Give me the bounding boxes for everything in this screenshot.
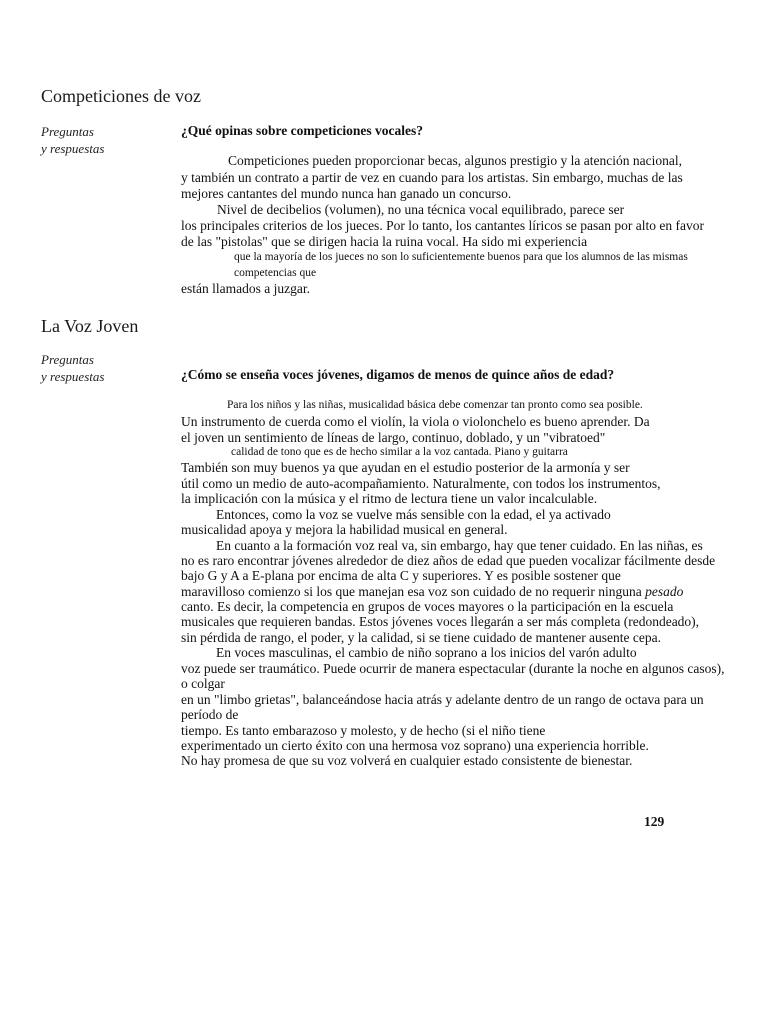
text-line: En cuanto a la formación voz real va, sin embargo, hay que tener cuidado. En las niñas, es [216, 538, 703, 553]
text-line: tiempo. Es tanto embarazoso y molesto, y de hecho (si el niño tiene [181, 723, 546, 738]
text-line: el joven un sentimiento de líneas de largo, continuo, doblado, y un "vibratoed" [181, 430, 606, 445]
text-line: no es raro encontrar jóvenes alrededor de diez años de edad que pueden vocalizar fácilmente desde [181, 553, 716, 568]
text-line: o colgar [181, 676, 225, 691]
text-line: útil como un medio de auto-acompañamiento. Naturalmente, con todos los instrumentos, [181, 476, 661, 491]
text-line: En voces masculinas, el cambio de niño soprano a los inicios del varón adulto [216, 645, 637, 660]
side-label-line: Preguntas [41, 124, 94, 139]
text-line: experimentado un cierto éxito con una hermosa voz soprano) una experiencia horrible. [181, 738, 649, 753]
question-heading: ¿Qué opinas sobre competiciones vocales? [181, 123, 423, 138]
text-line: sin pérdida de rango, el poder, y la calidad, si se tiene cuidado de mantener ausente cepa. [181, 630, 662, 645]
text-line: que la mayoría de los jueces no son lo suficientemente buenos para que los alumnos de las mismas [234, 251, 688, 263]
text-line: competencias que [234, 267, 317, 279]
text-line: canto. Es decir, la competencia en grupos de voces mayores o la participación en la escuela [181, 599, 674, 614]
text-line: Un instrumento de cuerda como el violín, la viola o violonchelo es bueno aprender. Da [181, 414, 650, 429]
text-line: Competiciones pueden proporcionar becas, algunos prestigio y la atención nacional, [228, 153, 682, 168]
side-label-line: y respuestas [41, 141, 105, 156]
text-line: calidad de tono que es de hecho similar a la voz cantada. Piano y guitarra [231, 446, 568, 458]
text-line: período de [181, 707, 239, 722]
side-label [41, 123, 104, 157]
side-label-line: y respuestas [41, 369, 105, 384]
text-line: Para los niños y las niñas, musicalidad básica debe comenzar tan pronto como sea posible. [227, 399, 643, 411]
section-title: Competiciones de voz [41, 86, 201, 106]
text-line: mejores cantantes del mundo nunca han ganado un concurso. [181, 186, 512, 201]
text-line: voz puede ser traumático. Puede ocurrir de manera espectacular (durante la noche en algunos casos), [181, 661, 725, 676]
section-title: La Voz Joven [41, 316, 139, 336]
text-segment: maravilloso comienzo si los que manejan esa voz son cuidado de no requerir ninguna [181, 584, 642, 599]
text-line: No hay promesa de que su voz volverá en cualquier estado consistente de bienestar. [181, 753, 633, 768]
text-line: en un "limbo grietas", balanceándose hacia atrás y adelante dentro de un rango de octava para un [181, 692, 704, 707]
text-line: También son muy buenos ya que ayudan en el estudio posterior de la armonía y ser [181, 460, 630, 475]
italic-word: pesado [645, 584, 684, 599]
text-line: y también un contrato a partir de vez en cuando para los artistas. Sin embargo, muchas de las [181, 170, 683, 185]
question-heading: ¿Cómo se enseña voces jóvenes, digamos de menos de quince años de edad? [181, 367, 615, 382]
text-line [181, 584, 683, 600]
side-label-line: Preguntas [41, 352, 94, 367]
text-line: bajo G y A a E-plana por encima de alta C y superiores. Y es posible sostener que [181, 568, 621, 583]
text-line: Entonces, como la voz se vuelve más sensible con la edad, el ya activado [216, 507, 611, 522]
text-line: musicalidad apoya y mejora la habilidad musical en general. [181, 522, 508, 537]
text-line: musicales que requieren bandas. Estos jóvenes voces llegarán a ser más completa (redondeado), [181, 614, 700, 629]
text-line: de las "pistolas" que se dirigen hacia la ruina vocal. Ha sido mi experiencia [181, 234, 588, 249]
text-line: están llamados a juzgar. [181, 281, 310, 296]
text-line: los principales criterios de los jueces. Por lo tanto, los cantantes líricos se pasan por alto en favor [181, 218, 704, 233]
text-line: Nivel de decibelios (volumen), no una técnica vocal equilibrado, parece ser [217, 202, 625, 217]
side-label [41, 351, 104, 385]
text-line: la implicación con la música y el ritmo de lectura tiene un valor incalculable. [181, 491, 598, 506]
page-number: 129 [644, 814, 665, 829]
